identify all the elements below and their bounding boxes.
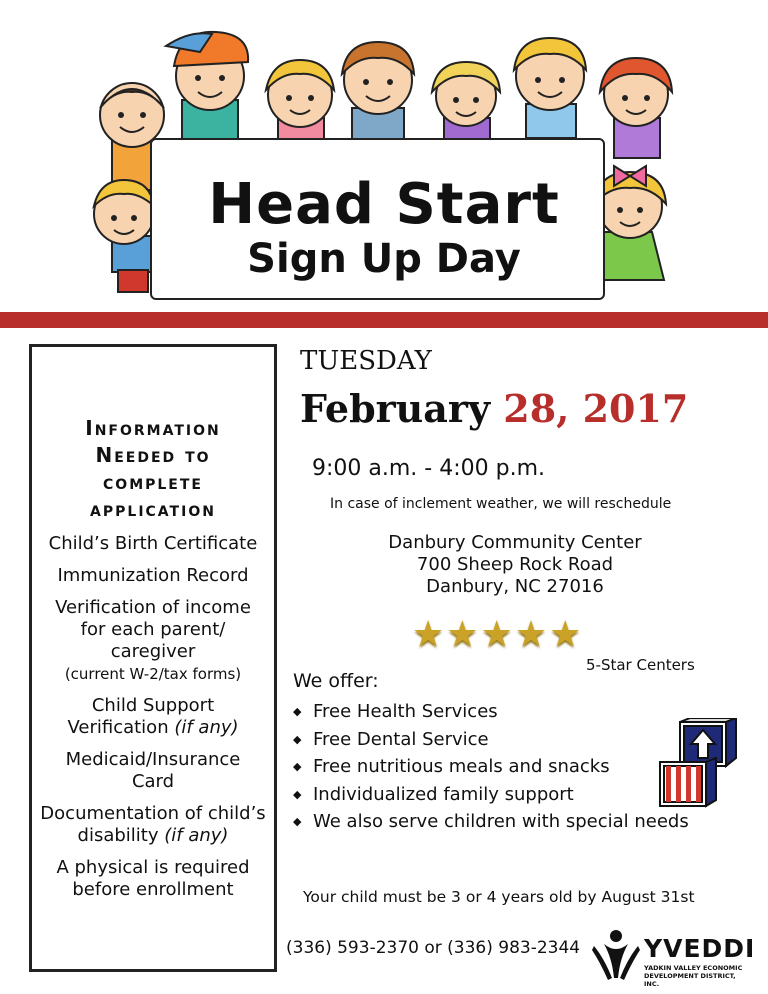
kid-illustration	[432, 62, 500, 140]
info-item: Child Support Verification (if any)	[67, 695, 239, 738]
star-icon: ★	[480, 614, 515, 655]
kid-illustration	[514, 38, 586, 138]
diamond-bullet-icon: ◆	[293, 815, 302, 828]
list-item: ◆ Free Dental Service	[293, 726, 689, 754]
age-requirement: Your child must be 3 or 4 years old by August 31st	[303, 888, 695, 906]
divider-bar	[0, 312, 768, 328]
page-title: Head Start	[208, 172, 560, 237]
org-name: YVEDDI	[644, 934, 756, 963]
kid-illustration	[342, 42, 414, 140]
diamond-bullet-icon: ◆	[293, 760, 302, 773]
info-item: Medicaid/Insurance Card	[65, 749, 241, 792]
info-item: Documentation of child’s disability (if any)	[40, 803, 266, 846]
list-item: ◆ Free nutritious meals and snacks	[293, 753, 689, 781]
info-item: Verification of income for each parent/ caregiver (current W-2/tax forms)	[55, 597, 251, 683]
info-item: Child’s Birth Certificate	[48, 533, 258, 554]
offers-list	[293, 698, 689, 836]
event-time: 9:00 a.m. - 4:00 p.m.	[312, 456, 545, 481]
offers-title: We offer:	[293, 670, 379, 692]
diamond-bullet-icon: ◆	[293, 787, 302, 801]
list-item: ◆ Free Health Services	[293, 698, 689, 726]
head-start-blocks-logo	[656, 718, 738, 810]
star-rating-label: 5-Star Centers	[586, 656, 695, 674]
diamond-bullet-icon: ◆	[293, 705, 302, 718]
org-tagline: YADKIN VALLEY ECONOMIC DEVELOPMENT DISTRICT, INC.	[644, 964, 743, 988]
event-address: Danbury Community Center 700 Sheep Rock Road Danbury, NC 27016	[388, 532, 642, 597]
info-title: Information Needed to complete application	[85, 416, 221, 521]
star-rating	[412, 614, 583, 655]
weather-note: In case of inclement weather, we will reschedule	[330, 496, 672, 512]
page-subtitle: Sign Up Day	[247, 236, 521, 282]
kid-illustration	[266, 60, 334, 142]
star-icon: ★	[514, 614, 550, 655]
list-item: ◆ Individualized family support	[293, 781, 689, 809]
diamond-bullet-icon: ◆	[293, 732, 302, 746]
info-item: Immunization Record	[57, 565, 249, 586]
star-icon: ★	[446, 614, 481, 655]
phone-numbers: (336) 593-2370 or (336) 983-2344	[286, 938, 581, 958]
event-date: February 28, 2017	[300, 386, 689, 431]
kid-illustration	[600, 58, 672, 158]
event-day: TUESDAY	[300, 346, 432, 376]
kid-illustration	[166, 32, 248, 142]
info-item: A physical is required before enrollment	[56, 857, 250, 900]
list-item: ◆ We also serve children with special needs	[293, 808, 689, 836]
star-icon: ★	[549, 614, 584, 655]
info-panel	[29, 344, 277, 972]
star-icon: ★	[412, 614, 447, 655]
